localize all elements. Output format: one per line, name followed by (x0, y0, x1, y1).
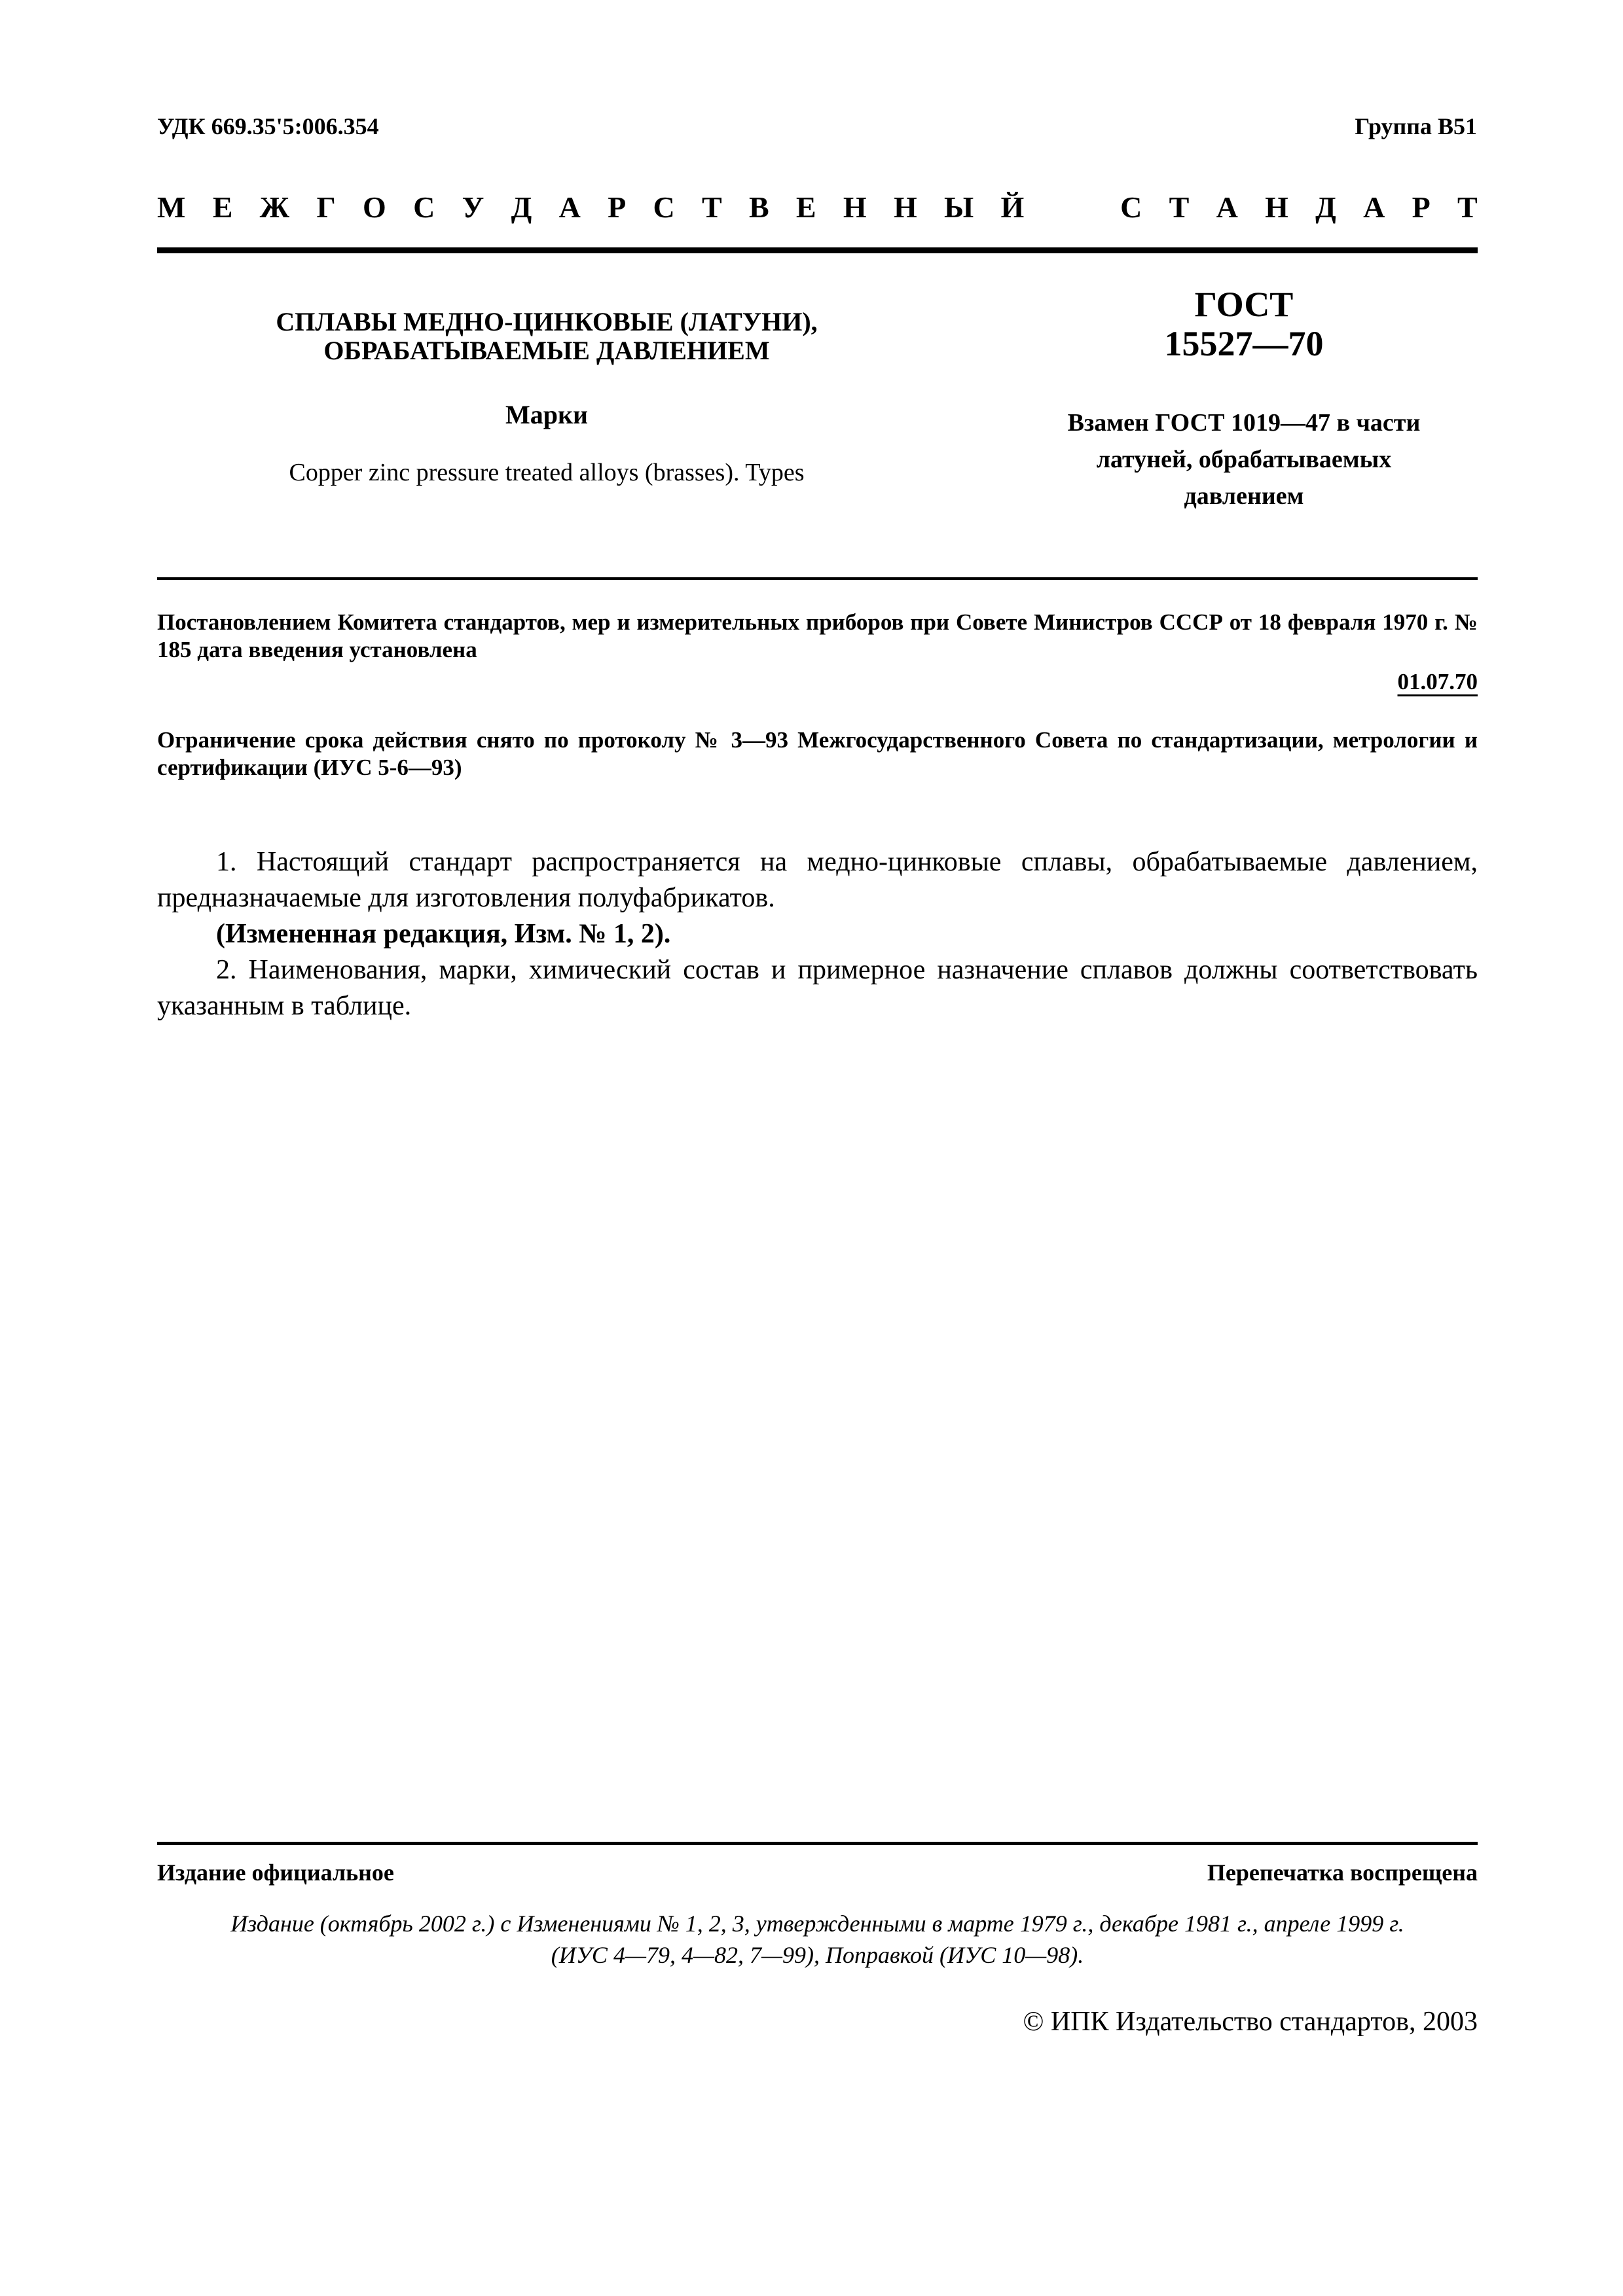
interstate-letter (1051, 190, 1059, 224)
interstate-letter: Т (1169, 190, 1190, 224)
interstate-letter (1085, 190, 1093, 224)
interstate-letter: Г (316, 190, 336, 224)
footer-rule (157, 1842, 1478, 1845)
gost-number: 15527—70 (1164, 324, 1324, 363)
interstate-letter: Н (893, 190, 917, 224)
interstate-letter: О (363, 190, 386, 224)
gost-label: ГОСТ (1194, 285, 1294, 324)
document-subtitle: Марки (505, 400, 589, 429)
interstate-letter: А (1363, 190, 1385, 224)
udk-code: УДК 669.35'5:006.354 (157, 113, 379, 139)
edition-line-2: (ИУС 4—79, 4—82, 7—99), Поправкой (ИУС 10—98). (551, 1942, 1084, 1968)
edition-info (157, 1908, 1478, 1971)
interstate-letter: Е (212, 190, 233, 224)
interstate-letter: А (558, 190, 581, 224)
replaces-note (982, 404, 1506, 514)
interstate-letter: Е (795, 190, 816, 224)
introduction-date: 01.07.70 (1397, 669, 1478, 694)
title-line-2: ОБРАБАТЫВАЕМЫЕ ДАВЛЕНИЕМ (323, 336, 770, 365)
interstate-standard-heading (157, 190, 1478, 224)
header-rule (157, 247, 1478, 253)
interstate-letter: Т (1457, 190, 1478, 224)
interstate-letter: В (748, 190, 769, 224)
official-edition-label: Издание официальное (157, 1859, 394, 1886)
interstate-letter: Ж (259, 190, 290, 224)
group-code: Группа В51 (1355, 113, 1477, 139)
interstate-letter: С (653, 190, 675, 224)
interstate-letter: Т (701, 190, 722, 224)
paragraph-2: 2. Наименования, марки, химический состав и примерное назначение сплавов должны соответствовать указанным в таблице. (157, 955, 1478, 1021)
interstate-letter: С (1120, 190, 1142, 224)
reprint-prohibited-label: Перепечатка воспрещена (1207, 1859, 1478, 1886)
paragraph-1: 1. Настоящий стандарт распространяется на медно-цинковые сплавы, обрабатываемые давлением, предназначаемые для изготовления полуфабрикатов. (157, 847, 1478, 913)
document-title (157, 308, 936, 365)
interstate-letter: Р (1412, 190, 1431, 224)
interstate-letter: А (1216, 190, 1238, 224)
interstate-letter: Н (1265, 190, 1288, 224)
interstate-letter: Н (843, 190, 867, 224)
interstate-letter: Ы (944, 190, 974, 224)
gost-designation (1008, 285, 1480, 363)
limitation-text: Ограничение срока действия снято по протоколу № 3—93 Межгосударственного Совета по стандартизации, метрологии и сертификации (ИУС 5-6—93) (157, 727, 1478, 780)
replaces-line-2: латуней, обрабатываемых (1096, 446, 1392, 473)
title-line-1: СПЛАВЫ МЕДНО-ЦИНКОВЫЕ (ЛАТУНИ), (276, 307, 818, 336)
interstate-letter: С (413, 190, 435, 224)
interstate-letter: Й (1000, 190, 1025, 224)
interstate-letter: У (462, 190, 484, 224)
decree-text: Постановлением Комитета стандартов, мер и измерительных приборов при Совете Министров СССР от 18 февраля 1970 г. № 185 дата введения установлена (157, 609, 1478, 662)
title-rule (157, 577, 1478, 580)
body-section (157, 844, 1478, 1024)
amendment-note: (Измененная редакция, Изм. № 1, 2). (216, 919, 671, 949)
english-title: Copper zinc pressure treated alloys (brasses). Types (289, 459, 805, 486)
interstate-letter: Р (608, 190, 627, 224)
interstate-letter: Д (1315, 190, 1336, 224)
interstate-letter: Д (511, 190, 532, 224)
edition-line-1: Издание (октябрь 2002 г.) с Изменениями № 1, 2, 3, утвержденными в марте 1979 г., декабре 1981 г., апреле 1999 г. (230, 1910, 1404, 1937)
replaces-line-1: Взамен ГОСТ 1019—47 в части (1067, 409, 1421, 437)
interstate-letter: М (157, 190, 186, 224)
replaces-line-3: давлением (1184, 482, 1304, 510)
copyright: © ИПК Издательство стандартов, 2003 (1023, 2007, 1478, 2037)
